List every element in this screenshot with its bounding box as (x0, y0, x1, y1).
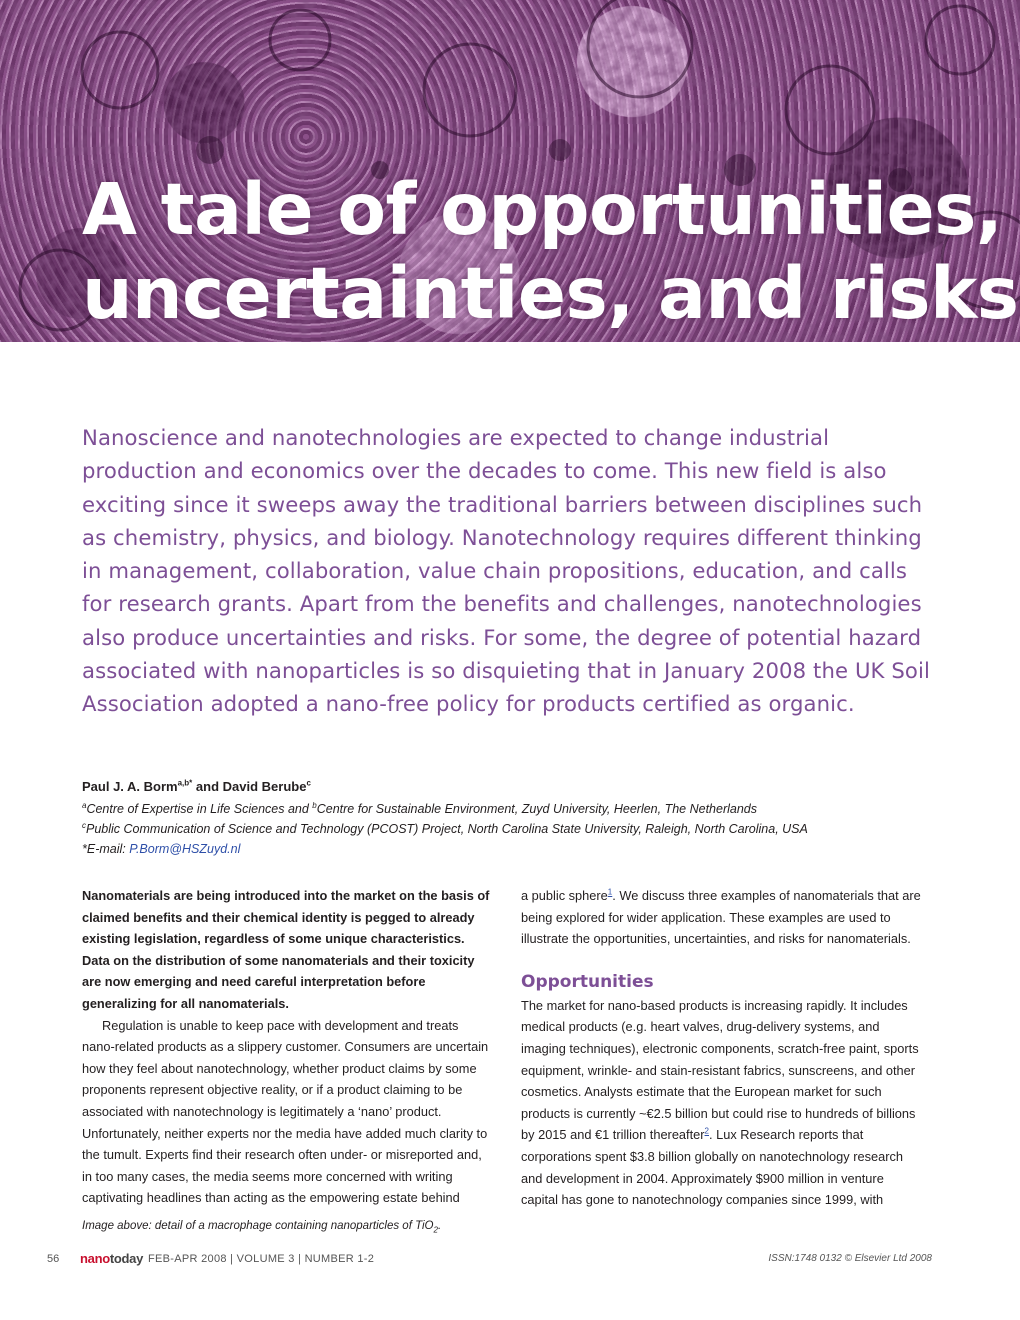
hero-banner (0, 0, 1020, 342)
page-footer (0, 1253, 1020, 1273)
body-paragraph: Regulation is unable to keep pace with development and treats nano-related products as a slippery customer. Consumers are uncertain how they feel about nanotechnology, whether product claims by some proponents represent objective reality, or if a product claiming to be associated with nanotechnology is legitimately a ‘nano’ product. Unfortunately, neither experts nor the media have added much clarity to the tumult. Experts find their research often under- or misreported and, in too many cases, the media seems more concerned with writing captivating headlines than acting as the empowering estate behind (82, 1017, 489, 1206)
affiliation-b: Centre for Sustainable Environment, Zuyd University, Heerlen, The Netherlands (316, 802, 757, 816)
affiliation-marker-b: b (312, 800, 317, 810)
text-run: The market for nano-based products is increasing rapidly. It includes medical products (e.g. heart valves, drug-delivery systems, and imaging techniques), electronic components, scratch-free paint, sports equipment, wrinkle- and stain-resistant fabrics, sunscreens, and other cosmetics. Analysts estimate that the European market for such products is currently ~€2.5 billion but could rise to hundreds of billions by 2015 and €1 trillion thereafter (521, 997, 919, 1143)
reference-link[interactable]: 1 (607, 887, 613, 897)
right-column (521, 885, 921, 1211)
author-1: Paul J. A. Borm (82, 779, 178, 794)
journal-logo (80, 1251, 143, 1266)
author-1-affiliation: a,b* (177, 778, 193, 788)
lead-paragraph: Nanomaterials are being introduced into the market on the basis of claimed benefits and their chemical identity is pegged to already existing legislation, regardless of some unique characteristics. Data on the distribution of some nanomaterials and their toxicity are now emerging and need careful interpretation before generalizing for all nanomaterials. (82, 888, 490, 1011)
page-number: 56 (47, 1253, 60, 1265)
caption-text: Image above: detail of a macrophage containing nanoparticles of TiO (82, 1220, 434, 1232)
author-2: David Berube (222, 779, 307, 794)
affiliation-a: Centre of Expertise in Life Sciences and (86, 802, 313, 816)
author-separator: and (192, 779, 223, 794)
abstract: Nanoscience and nanotechnologies are expected to change industrial production and economics over the decades to come. This new field is also exciting since it sweeps away the traditional barriers between disciplines such as chemistry, physics, and biology. Nanotechnology requires different thinking in management, collaboration, value chain propositions, education, and calls for research grants. Apart from the benefits and challenges, nanotechnologies also produce uncertainties and risks. For some, the degree of potential hazard associated with nanoparticles is so disquieting that in January 2008 the UK Soil Association adopted a nano-free policy for products certified as organic. (82, 425, 930, 717)
email-label: *E-mail: (82, 842, 130, 856)
contact-email (82, 839, 942, 859)
body-paragraph (521, 885, 921, 950)
article-title (82, 168, 1019, 336)
text-run: . We discuss three examples of nanomaterials that are being explored for wider application. These examples are used to illustrate the opportunities, uncertainties, and risks for nanomaterials. (521, 888, 921, 947)
affiliation-2 (82, 819, 942, 839)
text-run: a public sphere (521, 888, 608, 903)
affiliation-c: Public Communication of Science and Technology (PCOST) Project, North Carolina State University, Raleigh, North Carolina, USA (86, 822, 808, 836)
reference-link[interactable]: 2 (704, 1127, 709, 1137)
email-link[interactable]: P.Borm@HSZuyd.nl (129, 842, 241, 856)
issn-copyright: ISSN:1748 0132 © Elsevier Ltd 2008 (768, 1253, 932, 1264)
affiliation-1 (82, 799, 942, 819)
left-column (82, 885, 492, 1209)
image-caption (82, 1220, 441, 1234)
title-line-1: A tale of opportunities, (82, 168, 1003, 251)
author-names (82, 779, 942, 794)
logo-today: today (109, 1251, 144, 1266)
affiliation-marker-a: a (82, 800, 87, 810)
issue-info: FEB-APR 2008 | VOLUME 3 | NUMBER 1-2 (148, 1253, 375, 1265)
caption-subscript: 2 (433, 1225, 438, 1235)
author-2-affiliation: c (306, 778, 311, 788)
text-run: . Lux Research reports that corporations spent $3.8 billion globally on nanotechnology research and development in 2004. Approximately $900 million in venture capital has gone to nanotechnology companies since 1999, with (521, 1127, 904, 1208)
author-block (82, 779, 942, 859)
affiliation-marker-c: c (82, 820, 86, 830)
logo-nano: nano (80, 1251, 110, 1266)
title-line-2: uncertainties, and risks (82, 252, 1019, 335)
body-paragraph (521, 995, 921, 1211)
section-heading-opportunities: Opportunities (521, 971, 654, 992)
caption-end: . (437, 1220, 442, 1232)
